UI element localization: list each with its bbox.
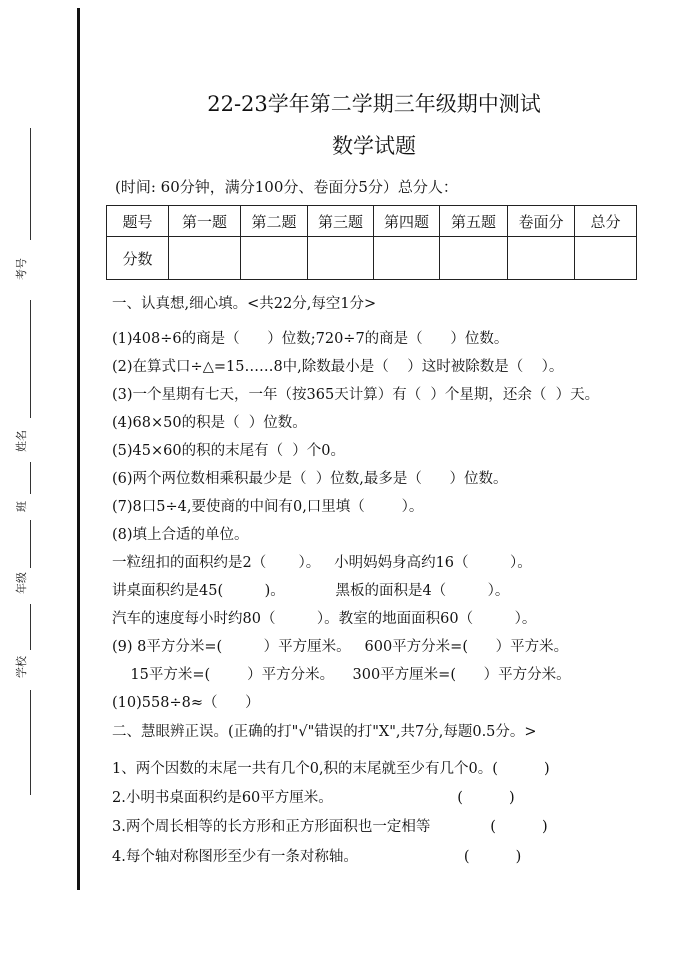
score-cell[interactable] [241,237,308,280]
score-cell[interactable] [508,237,575,280]
class-label: 班 [15,501,28,512]
score-table-header-row [107,206,637,237]
question-line: (8)填上合适的单位。 [112,527,249,543]
exam-info: (时间: 60分钟，满分100分、卷面分5分）总分人： [115,178,458,196]
row-label-cell: 分数 [107,237,169,280]
header-cell: 题号 [107,206,169,237]
judgement-line: 1、两个因数的末尾一共有几个0,积的末尾就至少有几个0。( ) [112,761,550,777]
header-cell: 第二题 [241,206,308,237]
judgement-line: 2.小明书桌面积约是60平方厘米。 ( ) [112,790,515,806]
score-cell[interactable] [308,237,374,280]
question-line: (9) 8平方分米=( ）平方厘米。 600平方分米=( ）平方米。 [112,639,569,655]
judgement-line: 4.每个轴对称图形至少有一条对称轴。 ( ) [112,849,522,865]
exam-title: 22-23学年第二学期三年级期中测试 [207,92,541,116]
question-line: (5)45×60的积的末尾有（ ）个0。 [112,443,346,459]
question-line: (6)两个两位数相乘积最少是（ ）位数,最多是（ ）位数。 [112,471,508,487]
question-line: 汽车的速度每小时约80（ ）。教室的地面面积60（ ）。 [112,611,537,627]
score-table-score-row [107,237,637,280]
name-underline [30,300,31,418]
judgement-line: 3.两个周长相等的长方形和正方形面积也一定相等 ( ) [112,819,548,835]
question-line: 一粒纽扣的面积约是2（ ）。 小明妈妈身高约16（ ）。 [112,555,532,571]
question-line: (2)在算式口÷△=15……8中,除数最小是（ ）这时被除数是（ ）。 [112,359,564,375]
score-cell[interactable] [440,237,508,280]
school-underline [30,604,31,650]
class-underline [30,462,31,494]
question-line: (7)8口5÷4,要使商的中间有0,口里填（ ）。 [112,499,424,515]
score-cell[interactable] [374,237,440,280]
header-cell: 第三题 [308,206,374,237]
header-cell: 第一题 [169,206,241,237]
score-table [106,205,637,280]
exam-no-label: 考号 [15,258,28,280]
grade-underline [30,520,31,568]
section1-heading: 一、认真想,细心填。<共22分,每空1分> [112,296,377,312]
exam-subtitle: 数学试题 [332,134,416,158]
question-line: (3)一个星期有七天，一年（按365天计算）有（ ）个星期，还余（ ）天。 [112,387,600,403]
school-label: 学校 [15,656,28,678]
header-cell: 总分 [575,206,637,237]
question-line: 15平方米=( ）平方分米。 300平方厘米=( ）平方分米。 [112,667,571,683]
question-line: 讲桌面积约是45( )。 黑板的面积是4（ ）。 [112,583,510,599]
bottom-underline [30,690,31,795]
header-cell: 第五题 [440,206,508,237]
question-line: (4)68×50的积是（ ）位数。 [112,415,307,431]
question-line: (1)408÷6的商是（ ）位数;720÷7的商是（ ）位数。 [112,331,509,347]
grade-label: 年级 [15,572,28,594]
question-line: (10)558÷8≈（ ） [112,695,260,711]
score-cell[interactable] [575,237,637,280]
header-cell: 第四题 [374,206,440,237]
header-cell: 卷面分 [508,206,575,237]
score-cell[interactable] [169,237,241,280]
name-label: 姓名 [15,430,28,452]
section2-heading: 二、慧眼辨正误。(正确的打"√"错误的打"X",共7分,每题0.5分。> [112,724,537,740]
